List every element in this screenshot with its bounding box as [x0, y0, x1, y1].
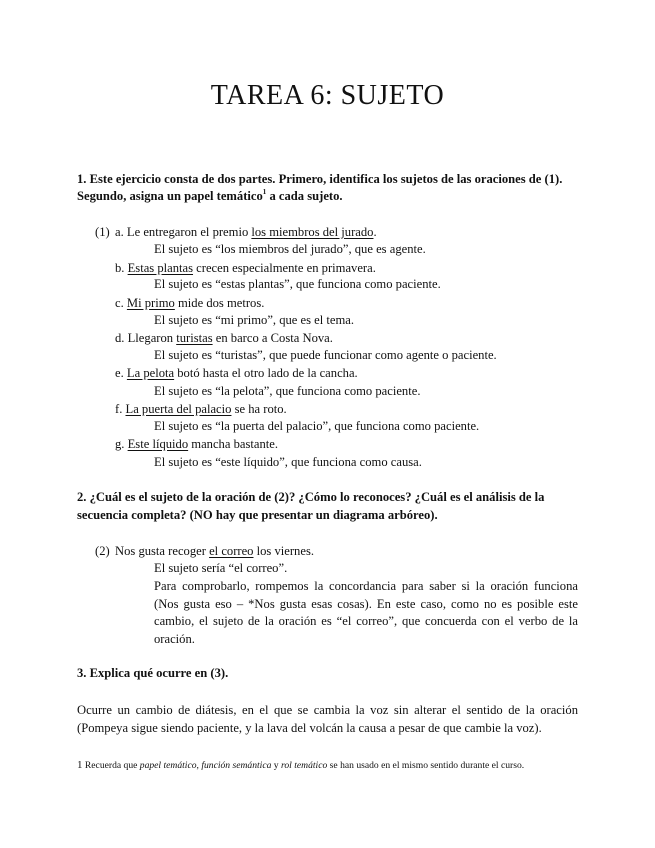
footnote-reference: 1 [262, 188, 267, 196]
sentence-post: mancha bastante. [188, 437, 278, 451]
question-1-text: Segundo, asigna un papel temático [77, 189, 263, 203]
answer-1e: El sujeto es “la pelota”, que funciona como paciente. [154, 384, 421, 398]
example-1c [115, 296, 264, 311]
sentence-pre: Le entregaron el premio [126, 225, 252, 239]
subject-underlined: Estas plantas [127, 261, 194, 275]
sentence-post: botó hasta el otro lado de la cancha. [174, 366, 358, 380]
answer-1g: El sujeto es “este líquido”, que funciona como causa. [154, 455, 422, 469]
subject-underlined: los miembros del jurado [251, 225, 374, 239]
example-2 [115, 544, 314, 559]
answer-2: El sujeto sería “el correo”. [154, 561, 288, 575]
answer-3-line-2: (Pompeya sigue siendo paciente, y la lava del volcán la causa a pesar de que cambie la voz). [77, 721, 542, 735]
question-2-line-2: secuencia completa? (NO hay que presentar un diagrama arbóreo). [77, 508, 438, 522]
footnote-sep: , [196, 760, 202, 771]
question-1-text-end: a cada sujeto. [266, 189, 343, 203]
footnote-term: función semántica [201, 760, 272, 771]
example-1g [115, 437, 278, 452]
subject-underlined: La puerta del palacio [125, 402, 232, 416]
question-1-line-1: 1. Este ejercicio consta de dos partes. Primero, identifica los sujetos de las oraciones de (1). [77, 172, 563, 186]
footnote-number: 1 [77, 759, 83, 771]
subject-underlined: La pelota [126, 366, 175, 380]
page-title: TAREA 6: SUJETO [210, 80, 445, 111]
answer-1d: El sujeto es “turistas”, que puede funcionar como agente o paciente. [154, 348, 497, 362]
answer-2-paragraph-line-4: oración. [154, 632, 195, 646]
sentence-post: en barco a Costa Nova. [212, 331, 333, 345]
footnote-sep: y [271, 760, 281, 771]
example-1a [115, 225, 377, 240]
example-1b [115, 261, 376, 276]
question-1-line-2 [77, 189, 343, 204]
example-1f [115, 402, 287, 417]
subject-underlined: Mi primo [126, 296, 175, 310]
answer-2-paragraph-line-1: Para comprobarlo, rompemos la concordancia para saber si la oración funciona [154, 579, 578, 593]
item-letter: g. [115, 437, 125, 451]
item-letter: c. [115, 296, 124, 310]
sentence-post: . [373, 225, 377, 239]
footnote [77, 759, 524, 771]
question-2-line-1: 2. ¿Cuál es el sujeto de la oración de (2)? ¿Cómo lo reconoces? ¿Cuál es el análisis de la [77, 490, 545, 504]
example-1-number: (1) [95, 225, 110, 239]
answer-1f: El sujeto es “la puerta del palacio”, que funciona como paciente. [154, 419, 480, 433]
answer-2-paragraph-line-2: (Nos gusta eso – *Nos gusta esas cosas). En este caso, como no es posible este [154, 597, 578, 611]
answer-1b: El sujeto es “estas plantas”, que funciona como paciente. [154, 277, 441, 291]
answer-2-paragraph-line-3: cambio, el sujeto de la oración es “el correo”, que concuerda con el verbo de la [154, 614, 578, 628]
item-letter: f. [115, 402, 123, 416]
answer-1a: El sujeto es “los miembros del jurado”, que es agente. [154, 242, 426, 256]
answer-1c: El sujeto es “mi primo”, que es el tema. [154, 313, 355, 327]
subject-underlined: turistas [176, 331, 213, 345]
item-letter: d. [115, 331, 125, 345]
sentence-pre: Nos gusta recoger [115, 544, 210, 558]
footnote-term: papel temático [139, 760, 197, 771]
answer-3-line-1: Ocurre un cambio de diátesis, en el que se cambia la voz sin alterar el sentido de la oración [77, 703, 578, 717]
sentence-post: se ha roto. [231, 402, 287, 416]
footnote-term: rol temático [281, 760, 328, 771]
example-1e [115, 366, 358, 381]
footnote-text-end: se han usado en el mismo sentido durante el curso. [327, 760, 525, 771]
sentence-post: mide dos metros. [174, 296, 265, 310]
item-letter: a. [115, 225, 124, 239]
sentence-post: crecen especialmente en primavera. [193, 261, 376, 275]
item-letter: b. [115, 261, 125, 275]
example-2-number: (2) [95, 544, 110, 558]
subject-underlined: el correo [209, 544, 254, 558]
item-letter: e. [115, 366, 124, 380]
example-1d [115, 331, 333, 346]
sentence-pre: Llegaron [127, 331, 177, 345]
sentence-post: los viernes. [253, 544, 314, 558]
question-3: 3. Explica qué ocurre en (3). [77, 666, 229, 680]
subject-underlined: Este líquido [127, 437, 189, 451]
footnote-text: Recuerda que [82, 760, 140, 771]
